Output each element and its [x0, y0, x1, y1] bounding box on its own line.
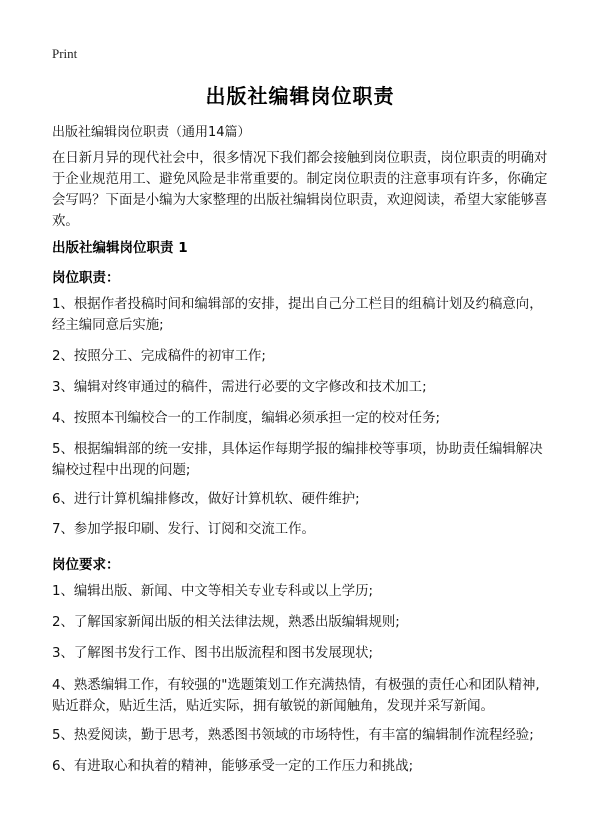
requirement-item: 2、了解国家新闻出版的相关法律法规，熟悉出版编辑规则; — [52, 615, 400, 630]
duty-item: 6、进行计算机编排修改，做好计算机软、硬件维护; — [52, 492, 360, 507]
duty-item: 1、根据作者投稿时间和编辑部的安排，提出自己分工栏目的组稿计划及约稿意向，经主编同意后实施; — [52, 297, 543, 333]
page-title: 出版社编辑岗位职责 — [205, 84, 395, 108]
duty-item: 2、按照分工、完成稿件的初审工作; — [52, 349, 266, 364]
section-title: 出版社编辑岗位职责 1 — [52, 240, 188, 256]
requirement-item: 6、有进取心和执着的精神，能够承受一定的工作压力和挑战; — [52, 759, 414, 774]
requirements-heading: 岗位要求： — [52, 557, 120, 573]
requirement-item: 5、热爱阅读，勤于思考，熟悉图书领域的市场特性，有丰富的编辑制作流程经验; — [52, 728, 534, 743]
requirement-item: 1、编辑出版、新闻、中文等相关专业专科或以上学历; — [52, 584, 374, 599]
duties-heading: 岗位职责： — [52, 270, 120, 286]
requirement-item: 3、了解图书发行工作、图书出版流程和图书发展现状; — [52, 646, 374, 661]
requirement-item: 4、熟悉编辑工作，有较强的"选题策划工作充满热情，有极强的责任心和团队精神,贴近群众，贴近生活，贴近实际，拥有敏锐的新闻触角，发现并采写新闻。 — [52, 678, 540, 714]
document-subtitle: 出版社编辑岗位职责（通用14篇） — [52, 125, 251, 140]
duty-item: 7、参加学报印刷、发行、订阅和交流工作。 — [52, 522, 315, 537]
duty-item: 5、根据编辑部的统一安排，具体运作每期学报的编排校等事项，协助责任编辑解决编校过程中出现的问题; — [52, 442, 543, 478]
print-link[interactable]: Print — [52, 46, 78, 61]
duty-item: 4、按照本刊编校合一的工作制度，编辑必须承担一定的校对任务; — [52, 411, 440, 426]
intro-paragraph: 在日新月异的现代社会中，很多情况下我们都会接触到岗位职责，岗位职责的明确对于企业规范用工、避免风险是非常重要的。制定岗位职责的注意事项有许多，你确定会写吗？下面是小编为大家整理的出版社编辑岗位职责，欢迎阅读，希望大家能够喜欢。 — [52, 151, 548, 229]
duty-item: 3、编辑对终审通过的稿件，需进行必要的文字修改和技术加工; — [52, 380, 427, 395]
